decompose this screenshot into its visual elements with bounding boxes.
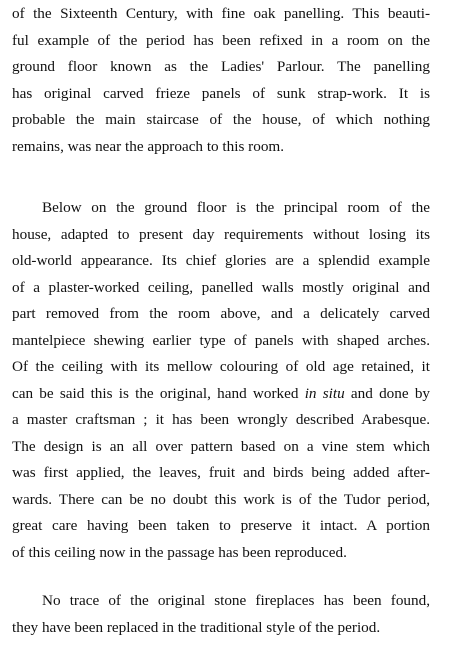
text-line: great care having been taken to preserve it intact. A portion [12,517,430,534]
text-line: No trace of the original stone fireplaces has been found, [42,592,430,609]
text-line: part removed from the room above, and a delicately carved [12,305,430,322]
text-line: ful example of the period has been refixed in a room on the [12,31,430,49]
text-line: Below on the ground floor is the principal room of the [42,199,430,216]
text-line: a master craftsman ; it has been wrongly described Arabesque. [12,411,430,428]
text-line: has original carved frieze panels of sunk strap-work. It is [12,84,430,102]
text-line: they have been replaced in the traditional style of the period. [12,618,381,636]
text-line: Of the ceiling with its mellow colouring of old age retained, it [12,358,430,375]
text-line: old-world appearance. Its chief glories are a splendid example [12,252,430,269]
text-line: mantelpiece shewing earlier type of panels with shaped arches. [12,331,430,349]
text-line: wards. There can be no doubt this work is of the Tudor period, [12,490,430,508]
text-line: house, adapted to present day requirements without losing its [12,225,430,243]
text-line: of the Sixteenth Century, with fine oak panelling. This beauti- [12,5,430,22]
text-line-mixed [12,381,430,408]
text-line: of this ceiling now in the passage has been reproduced. [12,543,347,561]
text-line: of a plaster-worked ceiling, panelled walls mostly original and [12,278,430,296]
text-segment: and done by [350,384,431,402]
paragraph-panelling [12,1,430,160]
text-line: The design is an all over pattern based on a vine stem which [12,437,430,455]
paragraph-principal-room [12,195,430,566]
text-line: ground floor known as the Ladies' Parlour. The panelling [12,58,430,75]
paragraph-fireplaces [12,588,430,641]
italic-term: in situ [304,384,345,402]
text-line: was first applied, the leaves, fruit and birds being added after- [12,464,430,481]
text-line: probable the main staircase of the house, of which nothing [12,111,430,128]
text-line: remains, was near the approach to this room. [12,137,285,155]
text-segment: can be said this is the original, hand worked [12,384,299,402]
